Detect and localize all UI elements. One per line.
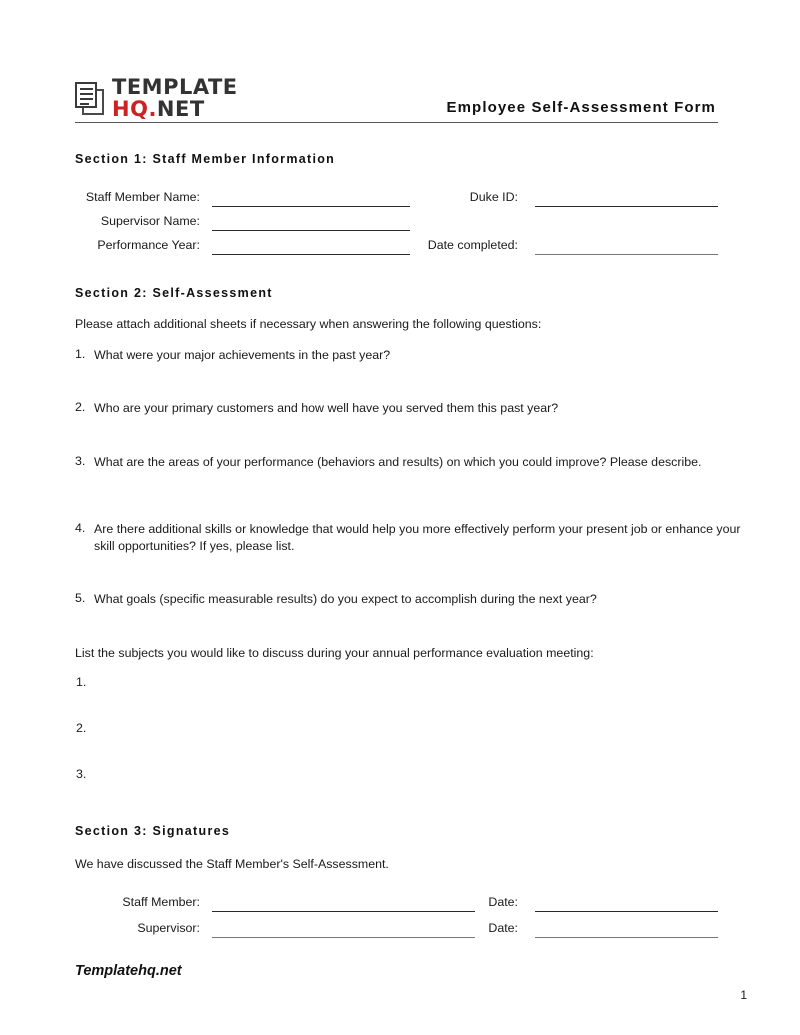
footer-brand[interactable]: Templatehq.net xyxy=(75,963,182,979)
field-input-staff-member-name[interactable] xyxy=(212,206,410,207)
field-label-staff-member-name: Staff Member Name: xyxy=(85,190,200,204)
question-5-text: What goals (specific measurable results) do you expect to accomplish during the next year? xyxy=(94,592,597,606)
subject-item-1[interactable]: 1. xyxy=(76,675,87,689)
logo-wordmark xyxy=(112,77,238,120)
subject-item-3[interactable]: 3. xyxy=(76,767,87,781)
field-input-duke-id[interactable] xyxy=(535,206,718,207)
field-label-supervisor-name: Supervisor Name: xyxy=(100,214,200,228)
signature-label-staff-member: Staff Member: xyxy=(122,895,200,909)
field-label-performance-year: Performance Year: xyxy=(97,238,200,252)
signature-date-label-supervisor: Date: xyxy=(488,921,518,935)
subject-item-2[interactable]: 2. xyxy=(76,721,87,735)
question-2-number: 2. xyxy=(75,400,86,414)
field-label-date-completed: Date completed: xyxy=(427,238,518,252)
logo-net-text: NET xyxy=(156,97,205,121)
logo-line-template: TEMPLATE xyxy=(112,75,238,99)
signature-date-label-staff-member: Date: xyxy=(488,895,518,909)
logo-hq-text: HQ xyxy=(112,97,149,121)
page-number: 1 xyxy=(740,988,747,1002)
logo-line-hqnet xyxy=(112,99,238,120)
question-1-text: What were your major achievements in the past year? xyxy=(94,348,391,362)
field-input-performance-year[interactable] xyxy=(212,254,410,255)
section-3-statement: We have discussed the Staff Member's Self-Assessment. xyxy=(75,857,389,871)
signature-input-staff-member[interactable] xyxy=(212,911,475,912)
question-4-number: 4. xyxy=(75,521,86,535)
field-label-duke-id: Duke ID: xyxy=(469,190,518,204)
header-divider xyxy=(75,122,718,123)
section-2-instruction: Please attach additional sheets if necessary when answering the following questions: xyxy=(75,317,542,331)
page-title: Employee Self-Assessment Form xyxy=(446,99,716,116)
logo-dot-text: . xyxy=(148,97,157,121)
templatehq-logo[interactable] xyxy=(75,77,238,120)
question-5-number: 5. xyxy=(75,591,86,605)
signature-date-input-supervisor[interactable] xyxy=(535,937,718,938)
section-3-heading: Section 3: Signatures xyxy=(75,824,231,838)
signature-input-supervisor[interactable] xyxy=(212,937,475,938)
field-input-supervisor-name[interactable] xyxy=(212,230,410,231)
section-1-heading: Section 1: Staff Member Information xyxy=(75,152,336,166)
signature-date-input-staff-member[interactable] xyxy=(535,911,718,912)
question-1-number: 1. xyxy=(75,347,86,361)
stacked-documents-icon xyxy=(75,82,107,116)
question-3-text: What are the areas of your performance (behaviors and results) on which you could improve? Please describe. xyxy=(94,455,702,469)
section-2-heading: Section 2: Self-Assessment xyxy=(75,286,273,300)
signature-label-supervisor: Supervisor: xyxy=(137,921,200,935)
question-2-text: Who are your primary customers and how well have you served them this past year? xyxy=(94,401,559,415)
question-4-text: Are there additional skills or knowledge that would help you more effectively perform your present job or enhance your skill opportunities? If yes, please list. xyxy=(94,522,741,553)
question-3-number: 3. xyxy=(75,454,86,468)
field-input-date-completed[interactable] xyxy=(535,254,718,255)
document-header xyxy=(75,72,718,122)
subjects-prompt: List the subjects you would like to discuss during your annual performance evaluation meeting: xyxy=(75,646,594,660)
